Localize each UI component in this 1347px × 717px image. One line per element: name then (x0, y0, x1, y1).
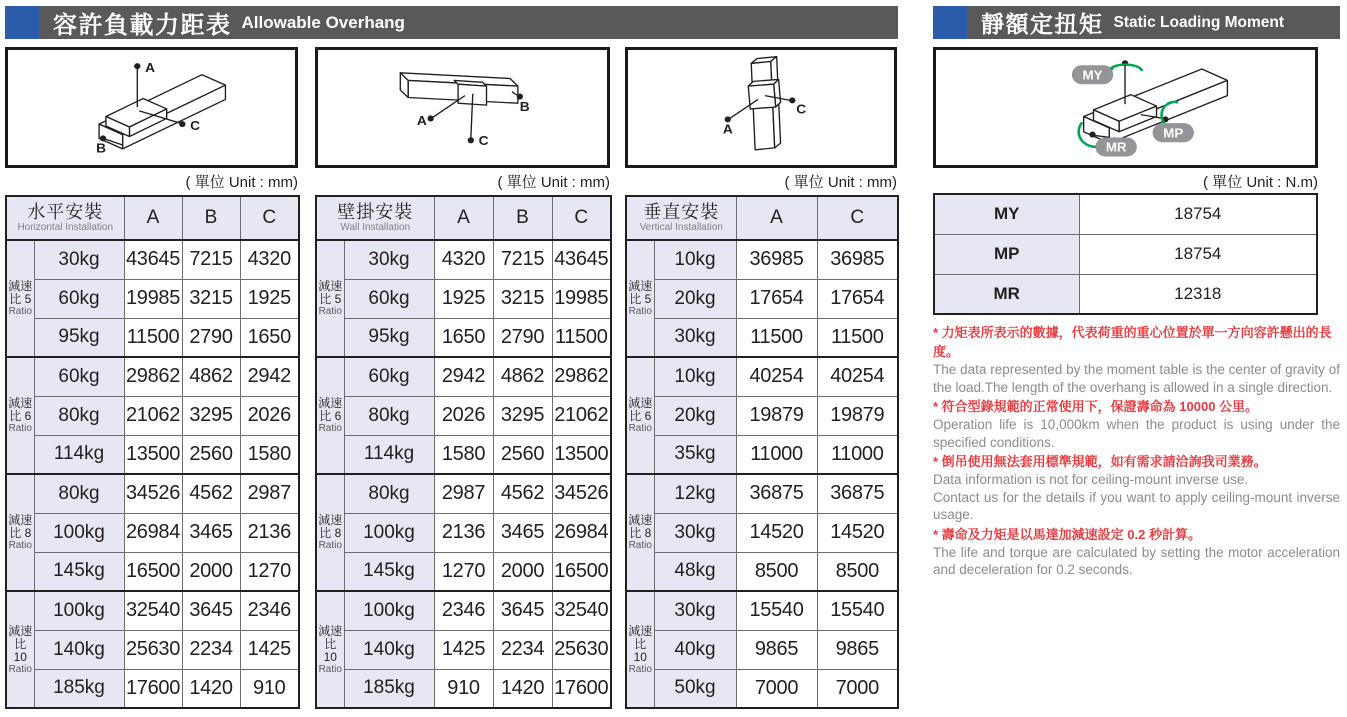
value-cell: 8500 (817, 552, 898, 591)
load-cell: 48kg (654, 552, 736, 591)
installation-name-cell (626, 196, 736, 240)
load-cell: 60kg (34, 279, 124, 318)
table-row (626, 552, 898, 591)
point-c-dot (789, 97, 795, 103)
table-row (626, 591, 898, 630)
load-cell: 114kg (344, 435, 434, 474)
point-a-dot (134, 63, 140, 69)
value-cell: 7000 (736, 669, 817, 708)
note-zh: * 力矩表所表示的數據，代表荷重的重心位置於單一方向容許懸出的長度。 (933, 325, 1332, 359)
table-row (626, 279, 898, 318)
value-cell: 14520 (736, 513, 817, 552)
load-cell: 40kg (654, 630, 736, 669)
value-cell: 36985 (817, 240, 898, 279)
value-cell: 2790 (182, 318, 240, 357)
load-cell: 10kg (654, 357, 736, 396)
ratio-cell: 減速 比 8 Ratio (316, 474, 344, 591)
table-row (626, 630, 898, 669)
vertical-rail-drawing (628, 50, 894, 165)
value-cell: 9865 (736, 630, 817, 669)
load-cell: 20kg (654, 396, 736, 435)
note (933, 323, 1340, 396)
table-row (316, 240, 611, 279)
table-row (626, 396, 898, 435)
unit-label: ( 單位 Unit : mm) (185, 174, 298, 191)
value-cell: 2026 (240, 396, 299, 435)
note-en: Contact us for the details if you want to apply ceiling-mount inverse usage. (933, 489, 1340, 522)
load-cell: 100kg (34, 591, 124, 630)
load-cell: 114kg (34, 435, 124, 474)
load-cell: 100kg (344, 591, 434, 630)
value-cell: 11500 (817, 318, 898, 357)
installation-name-en: Vertical Installation (639, 222, 723, 233)
moment-header-bar (933, 6, 1340, 39)
value-cell: 4320 (240, 240, 299, 279)
value-cell: 1580 (240, 435, 299, 474)
table-row (626, 474, 898, 513)
point-c-dot (468, 137, 474, 143)
value-cell: 34526 (124, 474, 182, 513)
value-cell: 3215 (182, 279, 240, 318)
overhang-title-zh: 容許負載力距表 (53, 12, 232, 39)
moment-title-en: Static Loading Moment (1113, 13, 1284, 31)
value-cell: 1420 (182, 669, 240, 708)
value-cell: 11500 (552, 318, 611, 357)
note (933, 452, 1340, 524)
value-cell: 2136 (240, 513, 299, 552)
value-cell: 11500 (736, 318, 817, 357)
value-cell: 34526 (552, 474, 611, 513)
value-cell: 19985 (124, 279, 182, 318)
value-cell: 910 (240, 669, 299, 708)
vertical-installation-table (625, 195, 897, 709)
ratio-cell: 減速 比 8 Ratio (626, 474, 654, 591)
load-cell: 30kg (654, 591, 736, 630)
value-cell: 17654 (736, 279, 817, 318)
table-row (6, 630, 299, 669)
load-cell: 95kg (344, 318, 434, 357)
value-cell: 1925 (240, 279, 299, 318)
value-cell: 1270 (240, 552, 299, 591)
table-row (316, 513, 611, 552)
load-cell: 35kg (654, 435, 736, 474)
value-cell: 43645 (552, 240, 611, 279)
table-row (316, 318, 611, 357)
value-cell: 4862 (493, 357, 552, 396)
value-cell: 15540 (736, 591, 817, 630)
value-cell: 2942 (240, 357, 299, 396)
value-cell: 11000 (736, 435, 817, 474)
installation-name-zh: 壁掛安裝 (337, 202, 414, 222)
note (933, 397, 1340, 451)
value-cell: 32540 (552, 591, 611, 630)
installation-name-en: Wall Installation (340, 222, 411, 233)
note-en: The data represented by the moment table is the center of gravity of the load.The length of the overhang is allowed in a single direction. (933, 362, 1340, 395)
value-cell: 21062 (124, 396, 182, 435)
table-row (6, 396, 299, 435)
table-row (316, 396, 611, 435)
load-cell: 80kg (34, 474, 124, 513)
wall-installation-table (315, 195, 610, 709)
ratio-cell: 減速 比 10 Ratio (6, 591, 34, 708)
value-cell: 40254 (736, 357, 817, 396)
value-cell: 4862 (182, 357, 240, 396)
value-cell: 19985 (552, 279, 611, 318)
value-cell: 1650 (240, 318, 299, 357)
table-row (626, 318, 898, 357)
value-cell: 2560 (182, 435, 240, 474)
value-cell: 2790 (493, 318, 552, 357)
value-cell: 910 (434, 669, 493, 708)
point-c-label: C (478, 133, 489, 148)
vertical-installation-diagram (625, 47, 897, 168)
value-cell: 3645 (493, 591, 552, 630)
value-cell: 26984 (124, 513, 182, 552)
table-row (626, 240, 898, 279)
unit-label: ( 單位 Unit : mm) (497, 174, 610, 191)
value-cell: 4562 (493, 474, 552, 513)
value-cell: 15540 (817, 591, 898, 630)
table-row (316, 552, 611, 591)
installation-name-cell (6, 196, 124, 240)
ratio-cell: 減速 比 6 Ratio (626, 357, 654, 474)
value-cell: 3465 (493, 513, 552, 552)
mp-badge-label: MP (1163, 125, 1184, 141)
value-cell: 4320 (434, 240, 493, 279)
moment-diagram (933, 47, 1318, 168)
point-b-label: B (519, 99, 530, 114)
moment-value: 18754 (1079, 194, 1317, 234)
table-row (6, 318, 299, 357)
table-row (316, 435, 611, 474)
ratio-cell: 減速 比 5 Ratio (6, 240, 34, 357)
value-cell: 17600 (552, 669, 611, 708)
blue-square-marker (933, 6, 967, 39)
value-cell: 9865 (817, 630, 898, 669)
value-cell: 26984 (552, 513, 611, 552)
note-en: Data information is not for ceiling-mount inverse use. (933, 472, 1249, 487)
value-cell: 7000 (817, 669, 898, 708)
horizontal-installation-diagram (5, 47, 298, 168)
value-cell: 29862 (124, 357, 182, 396)
column-header-c: C (552, 196, 611, 240)
point-c-label: C (796, 101, 807, 117)
note-en: Operation life is 10,000km when the product is using under the specified conditions. (933, 417, 1340, 450)
table-row (626, 669, 898, 708)
note-zh: * 符合型錄規範的正常使用下，保證壽命為 10000 公里。 (933, 399, 1259, 414)
load-cell: 80kg (344, 396, 434, 435)
overhang-header-bar (5, 6, 898, 39)
table-row (316, 474, 611, 513)
load-cell: 60kg (344, 357, 434, 396)
moment-label: MY (934, 194, 1079, 234)
value-cell: 7215 (182, 240, 240, 279)
moment-values-table (933, 193, 1318, 315)
value-cell: 25630 (552, 630, 611, 669)
column-header-a: A (124, 196, 182, 240)
load-cell: 140kg (34, 630, 124, 669)
note-en: The life and torque are calculated by setting the motor acceleration and deceleration for 0.2 seconds. (933, 544, 1340, 577)
value-cell: 2000 (182, 552, 240, 591)
value-cell: 3295 (493, 396, 552, 435)
horizontal-rail-drawing (8, 50, 295, 165)
value-cell: 2987 (240, 474, 299, 513)
value-cell: 16500 (552, 552, 611, 591)
table-row (626, 513, 898, 552)
load-cell: 30kg (344, 240, 434, 279)
table-row (6, 435, 299, 474)
load-cell: 145kg (34, 552, 124, 591)
value-cell: 13500 (124, 435, 182, 474)
table-row (6, 669, 299, 708)
value-cell: 1425 (434, 630, 493, 669)
overhang-title-en: Allowable Overhang (241, 12, 405, 32)
installation-name-cell (316, 196, 434, 240)
moment-row (934, 234, 1317, 274)
ratio-cell: 減速 比 8 Ratio (6, 474, 34, 591)
wall-installation-diagram (315, 47, 610, 168)
value-cell: 11000 (817, 435, 898, 474)
moment-label: MP (934, 234, 1079, 274)
value-cell: 8500 (736, 552, 817, 591)
moment-rail-drawing (936, 50, 1315, 165)
value-cell: 1425 (240, 630, 299, 669)
value-cell: 21062 (552, 396, 611, 435)
moment-row (934, 194, 1317, 234)
note-zh: * 倒吊使用無法套用標準規範，如有需求請洽詢我司業務。 (933, 454, 1267, 469)
load-cell: 140kg (344, 630, 434, 669)
table-row (6, 357, 299, 396)
value-cell: 1270 (434, 552, 493, 591)
installation-name-zh: 水平安裝 (27, 202, 104, 222)
load-cell: 80kg (344, 474, 434, 513)
installation-name-zh: 垂直安裝 (643, 202, 720, 222)
value-cell: 19879 (736, 396, 817, 435)
moment-title-zh: 靜額定扭矩 (981, 11, 1104, 37)
value-cell: 2026 (434, 396, 493, 435)
point-c-label: C (190, 118, 201, 133)
column-header-c: C (817, 196, 898, 240)
overhang-table (625, 195, 899, 709)
table-row (626, 435, 898, 474)
value-cell: 2346 (434, 591, 493, 630)
value-cell: 2000 (493, 552, 552, 591)
my-badge-label: MY (1082, 67, 1103, 83)
note (933, 525, 1340, 579)
table-row (316, 630, 611, 669)
value-cell: 1580 (434, 435, 493, 474)
load-cell: 95kg (34, 318, 124, 357)
value-cell: 29862 (552, 357, 611, 396)
value-cell: 36875 (736, 474, 817, 513)
table-row (316, 669, 611, 708)
column-header-a: A (434, 196, 493, 240)
load-cell: 30kg (654, 318, 736, 357)
table-row (316, 279, 611, 318)
notes-block (933, 322, 1340, 579)
load-cell: 60kg (34, 357, 124, 396)
unit-label: ( 單位 Unit : N.m) (1203, 174, 1318, 191)
table-row (6, 474, 299, 513)
value-cell: 11500 (124, 318, 182, 357)
value-cell: 1420 (493, 669, 552, 708)
value-cell: 19879 (817, 396, 898, 435)
value-cell: 40254 (817, 357, 898, 396)
value-cell: 1925 (434, 279, 493, 318)
point-c-dot (179, 121, 185, 127)
value-cell: 3465 (182, 513, 240, 552)
column-header-a: A (736, 196, 817, 240)
value-cell: 2234 (493, 630, 552, 669)
table-row (316, 591, 611, 630)
overhang-table (315, 195, 612, 709)
value-cell: 2346 (240, 591, 299, 630)
allowable-overhang-section (5, 6, 898, 712)
load-cell: 80kg (34, 396, 124, 435)
value-cell: 13500 (552, 435, 611, 474)
value-cell: 1650 (434, 318, 493, 357)
load-cell: 30kg (34, 240, 124, 279)
table-row (6, 513, 299, 552)
value-cell: 32540 (124, 591, 182, 630)
value-cell: 2234 (182, 630, 240, 669)
table-row (6, 552, 299, 591)
point-a-label: A (416, 113, 427, 129)
value-cell: 17654 (817, 279, 898, 318)
moment-label: MR (934, 274, 1079, 314)
mr-badge-label: MR (1105, 139, 1127, 155)
load-cell: 100kg (34, 513, 124, 552)
load-cell: 100kg (344, 513, 434, 552)
wall-rail-drawing (318, 50, 607, 165)
table-header-row (316, 196, 611, 240)
blue-square-marker (5, 6, 39, 39)
load-cell: 60kg (344, 279, 434, 318)
unit-label: ( 單位 Unit : mm) (784, 174, 897, 191)
load-cell: 50kg (654, 669, 736, 708)
ratio-cell: 減速 比 6 Ratio (316, 357, 344, 474)
value-cell: 36985 (736, 240, 817, 279)
load-cell: 10kg (654, 240, 736, 279)
load-cell: 20kg (654, 279, 736, 318)
value-cell: 14520 (817, 513, 898, 552)
moment-row (934, 274, 1317, 314)
point-a-label: A (722, 121, 733, 137)
ratio-cell: 減速 比 5 Ratio (626, 240, 654, 357)
ratio-cell: 減速 比 5 Ratio (316, 240, 344, 357)
value-cell: 2136 (434, 513, 493, 552)
column-header-b: B (182, 196, 240, 240)
value-cell: 7215 (493, 240, 552, 279)
value-cell: 4562 (182, 474, 240, 513)
moment-value: 18754 (1079, 234, 1317, 274)
load-cell: 185kg (344, 669, 434, 708)
value-cell: 2560 (493, 435, 552, 474)
point-b-label: B (96, 140, 107, 156)
value-cell: 36875 (817, 474, 898, 513)
horizontal-installation-table (5, 195, 298, 709)
note-zh: * 壽命及力矩是以馬達加減速設定 0.2 秒計算。 (933, 526, 1201, 542)
value-cell: 17600 (124, 669, 182, 708)
value-cell: 2942 (434, 357, 493, 396)
point-a-label: A (145, 60, 156, 75)
value-cell: 3295 (182, 396, 240, 435)
installation-name-en: Horizontal Installation (17, 222, 114, 233)
column-header-b: B (493, 196, 552, 240)
value-cell: 25630 (124, 630, 182, 669)
table-row (6, 279, 299, 318)
value-cell: 3215 (493, 279, 552, 318)
load-cell: 12kg (654, 474, 736, 513)
value-cell: 16500 (124, 552, 182, 591)
table-header-row (626, 196, 898, 240)
table-row (316, 357, 611, 396)
value-cell: 3645 (182, 591, 240, 630)
ratio-cell: 減速 比 6 Ratio (6, 357, 34, 474)
value-cell: 2987 (434, 474, 493, 513)
table-row (6, 240, 299, 279)
table-row (626, 357, 898, 396)
value-cell: 43645 (124, 240, 182, 279)
ratio-cell: 減速 比 10 Ratio (316, 591, 344, 708)
load-cell: 30kg (654, 513, 736, 552)
moment-table (933, 193, 1318, 315)
column-header-c: C (240, 196, 299, 240)
load-cell: 185kg (34, 669, 124, 708)
static-loading-moment-section (933, 6, 1340, 712)
moment-value: 12318 (1079, 274, 1317, 314)
overhang-table (5, 195, 300, 709)
ratio-cell: 減速 比 10 Ratio (626, 591, 654, 708)
table-header-row (6, 196, 299, 240)
table-row (6, 591, 299, 630)
point-a-dot (428, 115, 434, 121)
load-cell: 145kg (344, 552, 434, 591)
